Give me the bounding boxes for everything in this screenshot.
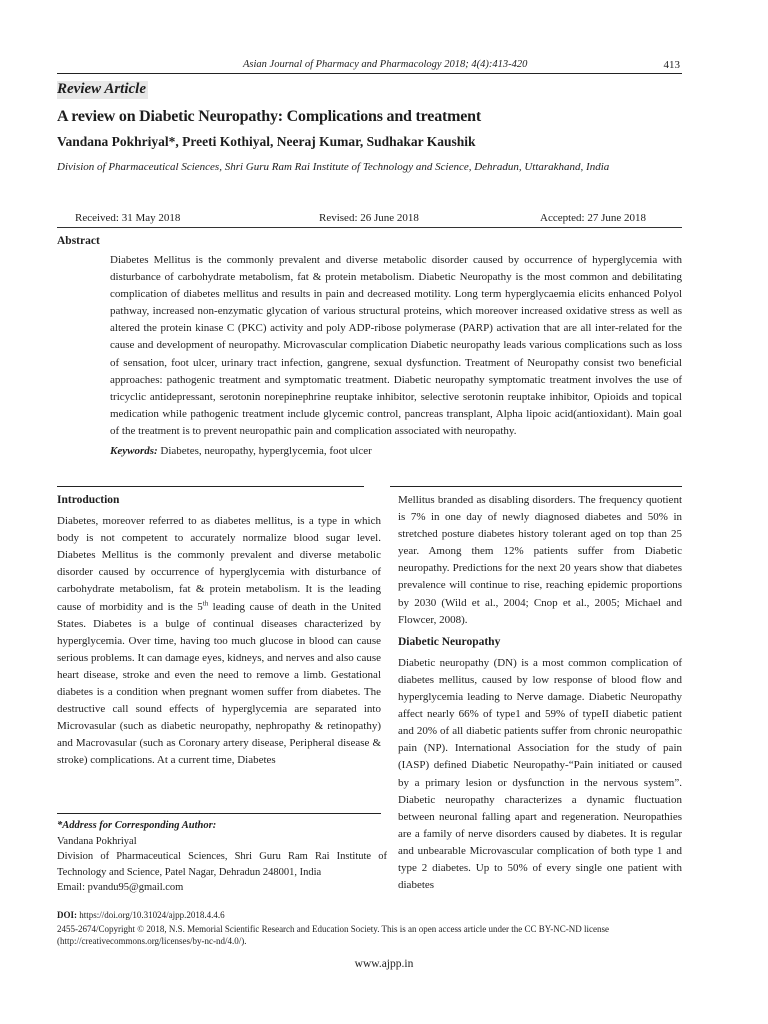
accepted-date: Accepted: 27 June 2018	[540, 212, 646, 224]
doi-line	[57, 909, 697, 921]
doi-label: DOI:	[57, 910, 77, 920]
keywords-label: Keywords:	[110, 445, 158, 458]
column-divider-left	[57, 486, 364, 487]
introduction-text	[57, 513, 381, 769]
keywords-list: Diabetes, neuropathy, hyperglycemia, foot ulcer	[157, 445, 372, 458]
abstract-body	[110, 252, 682, 460]
journal-website[interactable]: www.ajpp.in	[354, 958, 414, 970]
article-title: A review on Diabetic Neuropathy: Complications and treatment	[57, 108, 481, 125]
footnote-rule	[57, 813, 381, 814]
correspondence-email[interactable]: Email: pvandu95@gmail.com	[57, 882, 184, 893]
abstract-heading: Abstract	[57, 235, 100, 247]
ordinal-superscript: th	[202, 598, 209, 607]
publication-dates	[57, 210, 682, 228]
diabetic-neuropathy-heading: Diabetic Neuropathy	[398, 635, 501, 648]
abstract-text: Diabetes Mellitus is the commonly prevalent and diverse metabolic disorder caused by occurrence of hyperglycemia with disturbance of carbohydrate metabolism, fat & protein metabolism. Diabetic Neuropathy is the most common and debilitating complication of diabetes mellitus and results in pain and decreased motility. Long term hyperglycaemia elicits enhanced Polyol pathway, increased non-enzymatic glycation of various structural proteins, which moreover increased oxidative stress as well as altered the protein kinase C (PKC) activity and poly ADP-ribose polymerase (PARP) activation that are all inter-related for the cause and development of neuropathy. Microvascular complication Diabetic neuropathy leads various complications such as loss of sensation, foot ulcer, urinary tract infection, gangrene, sexual dysfunction. Treatment of Neuropathy consist two beneficial approaches: pathogenic treatment and symptomatic treatment. Diabetic neuropathy symptomatic treatment involves the use of tricyclic antidepressant, serotonin norepinephrine reuptake inhibitor, selective serotonin reuptake inhibitor, Opioids and topical medication while pathogenic treatment include glycemic control, pancreas transplant, Alpha lipoic acid(antioxidant). Main goal of the treatment is to prevent neuropathic pain and complication associated with neuropathy.	[110, 254, 682, 437]
revised-date: Revised: 26 June 2018	[319, 212, 419, 224]
introduction-text-part1: Diabetes, moreover referred to as diabetes mellitus, is a type in which body is not competent to accurately normalize blood sugar level. Diabetes Mellitus is the commonly prevalent and diverse metabolic disorder caused by occurrence of hyperglycemia with disturbance of carbohydrate metabolism, fat & protein metabolism. It is the leading cause of morbidity and is the 5	[57, 515, 381, 613]
left-column	[57, 492, 381, 770]
copyright-notice: 2455-2674/Copyright © 2018, N.S. Memorial Scientific Research and Education Society. This is an open access article under the CC BY-NC-ND license (http://creativecommons.org/licenses/by-nc-nd/4.0/).	[57, 924, 609, 946]
doi-link[interactable]: https://doi.org/10.31024/ajpp.2018.4.4.6	[77, 910, 225, 920]
column-divider-right	[390, 486, 682, 487]
author-affiliation: Division of Pharmaceutical Sciences, Shri Guru Ram Rai Institute of Technology and Science, Dehradun, Uttarakhand, India	[57, 161, 610, 173]
received-date: Received: 31 May 2018	[75, 212, 181, 224]
journal-citation: Asian Journal of Pharmacy and Pharmacology 2018; 4(4):413-420	[243, 59, 528, 70]
author-list: Vandana Pokhriyal*, Preeti Kothiyal, Neeraj Kumar, Sudhakar Kaushik	[57, 134, 476, 149]
introduction-heading: Introduction	[57, 494, 120, 506]
doi-copyright-block	[57, 909, 697, 947]
keywords	[110, 443, 682, 460]
correspondence-name: Vandana Pokhriyal	[57, 835, 137, 847]
right-column	[398, 492, 682, 894]
diabetic-neuropathy-text: Diabetic neuropathy (DN) is a most common complication of diabetes mellitus, caused by low response of blood flow and hyperglycemia leading to Nerve damage. Diabetic Neuropathy affect nearly 66% of type1 and 59% of typeII diabetic patient and 20% of all diabetic patients suffer from chronic neuropathic pain (NP). International Association for the study of pain (IASP) defined Diabetic Neuropathy-“Pain initiated or caused by a primary lesion or dysfunction in the nervous system”. Diabetic neuropathy characterizes a dynamic fluctuation between neuronal falling apart and regeneration. Neuropathies are a family of nerve disorders caused by diabetes. It is regular and unbearable Microvascular complication of both type 1 and type 2 diabetes. Up to 50% of every single one patient with diabetes	[398, 656, 682, 892]
introduction-continued: Mellitus branded as disabling disorders. The frequency quotient is 7% in one day of newly diagnosed diabetes and 50% in stretched posture diabetes history tolerant aged on top than 25 year. Among them 12% patients suffer from Diabetic neuropathy. Predictions for the next 20 years show that diabetes prevalence will continue to rise, reaching epidemic proportions by 2030 (Wild et al., 2004; Cnop et al., 2005; Michael and Flowcer, 2008).	[398, 494, 682, 626]
running-header	[57, 59, 682, 74]
correspondence-heading: *Address for Corresponding Author:	[57, 820, 217, 831]
introduction-text-part2: leading cause of death in the United States. Diabetes is a bulge of continual diseases characterized by hyperglycemia. Over time, having too much glucose in blood can cause serious problems. It can damage eyes, kidneys, and nerves and also cause heart disease, stroke and even the need to remove a limb. Gestational diabetes is a condition when pregnant women suffer from diabetes. The destructive call sound effects of hyperglycemia are separated into Microvasular (such as diabetic neuropathy, nephropathy & retinopathy) and Macrovasular (such as Coronary artery disease, Peripheral disease & stroke) complications. At a current time, Diabetes	[57, 600, 381, 767]
correspondence-footnote	[57, 818, 387, 896]
page-number: 413	[663, 59, 680, 71]
correspondence-address: Division of Pharmaceutical Sciences, Shri Guru Ram Rai Institute of Technology and Science, Patel Nagar, Dehradun 248001, India	[57, 851, 387, 878]
article-type-label: Review Article	[57, 81, 147, 97]
